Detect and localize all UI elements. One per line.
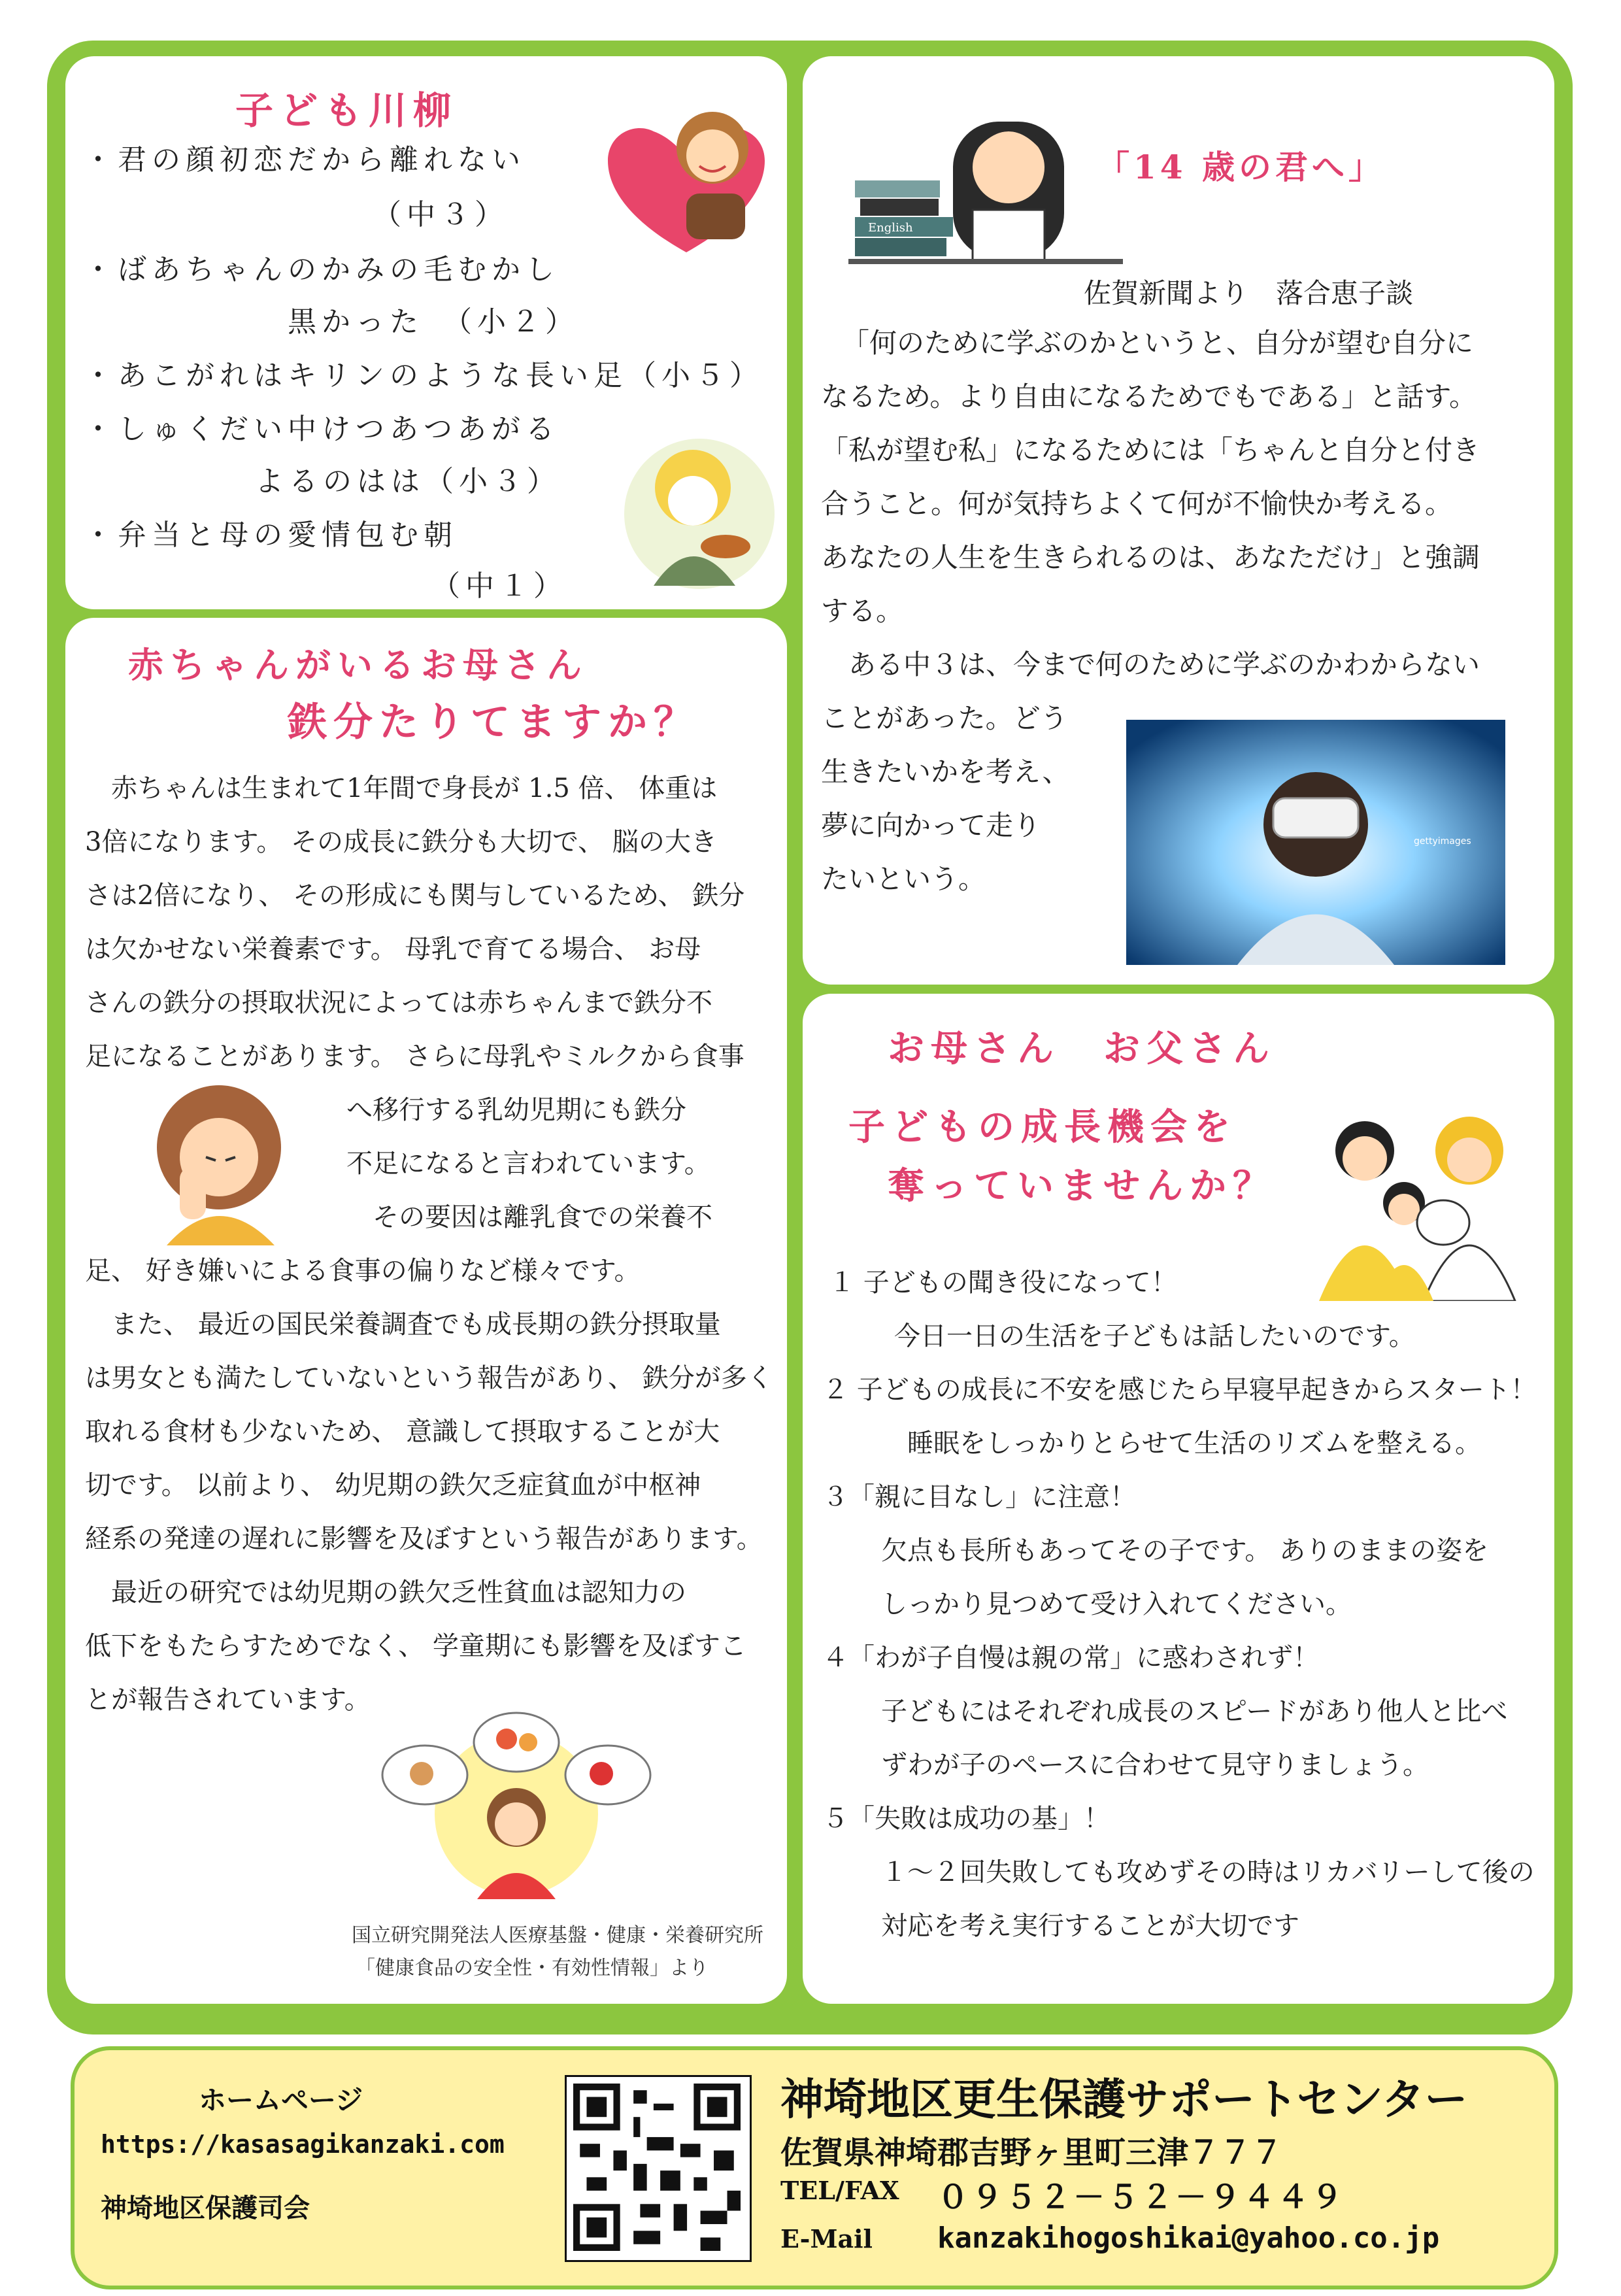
senryu-line: よるのはは（小３） <box>255 465 561 498</box>
iron-line: は欠かせない栄養素です。 母乳で育てる場合、 お母 <box>85 934 701 964</box>
iron-line: その要因は離乳食での栄養不 <box>373 1202 712 1232</box>
senryu-line: ・あこがれはキリンのような長い足（小５） <box>84 359 763 392</box>
tip-heading-2: ２ 子どもの成長に不安を感じたら早寝早起きからスタート！ <box>822 1375 1537 1405</box>
org-small: 神埼地区保護司会 <box>101 2193 310 2223</box>
source-title: 「健康食品の安全性・有効性情報」より <box>356 1957 709 1980</box>
fourteen-panel <box>803 56 1554 985</box>
tip-heading-5: ５「失敗は成功の基」！ <box>822 1804 1110 1834</box>
iron-line: 3倍になります。 その成長に鉄分も大切で、 脳の大き <box>85 827 717 857</box>
qr-code[interactable] <box>565 2075 752 2262</box>
senryu-panel <box>65 56 787 609</box>
fourteen-title: 「14 歳の君へ」 <box>1097 148 1385 186</box>
fourteen-line: 生きたいかを考え、 <box>821 756 1070 788</box>
iron-line: さんの鉄分の摂取状況によっては赤ちゃんまで鉄分不 <box>85 988 712 1018</box>
tip-body: 今日一日の生活を子どもは話したいのです。 <box>894 1321 1415 1351</box>
iron-line: とが報告されています。 <box>85 1685 371 1715</box>
vr-child-photo <box>1126 720 1505 965</box>
fourteen-line: 合うこと。何が気持ちよくて何が不愉快か考える。 <box>821 488 1453 520</box>
iron-line: さは2倍になり、 その形成にも関与しているため、 鉄分 <box>85 881 745 911</box>
iron-line: 最近の研究では幼児期の鉄欠乏性貧血は認知力の <box>85 1578 686 1608</box>
iron-title-1: 赤ちゃんがいるお母さん <box>128 644 588 686</box>
byline: 佐賀新聞より 落合恵子談 <box>1084 277 1414 309</box>
fourteen-line: あなたの人生を生きられるのは、あなただけ」と強調 <box>821 541 1480 573</box>
tip-body: 睡眠をしっかりとらせて生活のリズムを整える。 <box>907 1428 1481 1459</box>
mother-bento-illustration <box>621 435 778 592</box>
tip-body: １～２回失敗しても攻めずその時はリカバリーして後の <box>881 1857 1535 1887</box>
parents-title-1: お母さん お父さん <box>888 1027 1276 1070</box>
iron-line: 不足になると言われています。 <box>346 1149 710 1179</box>
senryu-line: ・しゅくだい中けつあつあがる <box>84 413 560 446</box>
iron-line: 赤ちゃんは生まれて1年間で身長が 1.5 倍、 体重は <box>85 773 718 803</box>
iron-line: 低下をもたらすためでなく、 学童期にも影響を及ぼすこ <box>85 1631 746 1661</box>
iron-line: は男女とも満たしていないという報告があり、 鉄分が多く <box>85 1363 773 1393</box>
book-label: English <box>868 221 913 235</box>
iron-title-2: 鉄分たりてますか？ <box>288 700 699 745</box>
parents-title-3: 奪っていませんか？ <box>888 1164 1276 1207</box>
fourteen-line: ことがあった。どう <box>821 702 1068 734</box>
food-girl-illustration <box>379 1703 654 1899</box>
fourteen-line: 夢に向かって走り <box>821 809 1041 841</box>
mail-label: E-Mail <box>780 2224 873 2254</box>
iron-panel <box>65 618 787 2004</box>
homepage-label: ホームページ <box>199 2084 363 2116</box>
tel-label: TEL/FAX <box>780 2176 899 2205</box>
fourteen-line: なるため。より自由になるためでもである」と話す。 <box>821 380 1477 413</box>
senryu-line: ・君の顔初恋だから離れない <box>84 143 526 177</box>
tel-number[interactable]: ０９５２－５２－９４４９ <box>937 2179 1346 2216</box>
senryu-line: （中３） <box>373 198 509 231</box>
source-org: 国立研究開発法人医療基盤・健康・栄養研究所 <box>352 1924 763 1947</box>
fourteen-line: たいという。 <box>821 863 986 895</box>
studying-girl-illustration <box>848 95 1123 272</box>
fourteen-line: する。 <box>821 595 904 627</box>
senryu-line: ・ばあちゃんのかみの毛むかし <box>84 253 560 286</box>
support-center-name: 神埼地区更生保護サポートセンター <box>780 2074 1468 2125</box>
senryu-line: 黒かった （小２） <box>288 305 579 339</box>
senryu-title: 子ども川柳 <box>235 88 458 133</box>
tip-body: 対応を考え実行することが大切です <box>881 1911 1299 1941</box>
iron-line: 足になることがあります。 さらに母乳やミルクから食事 <box>85 1041 744 1072</box>
footer-contact <box>71 2046 1558 2289</box>
iron-line: へ移行する乳幼児期にも鉄分 <box>346 1095 686 1125</box>
photo-watermark: gettyimages <box>1414 836 1471 847</box>
parents-panel <box>803 994 1554 2004</box>
fourteen-line: 「私が望む私」になるためには「ちゃんと自分と付き <box>821 434 1480 466</box>
tip-body: 子どもにはそれぞれ成長のスピードがあり他人と比べ <box>881 1697 1508 1727</box>
tired-mother-illustration <box>127 1075 317 1245</box>
tip-heading-3: ３「親に目なし」に注意！ <box>822 1482 1136 1512</box>
senryu-line: ・弁当と母の愛情包む朝 <box>84 518 458 552</box>
address: 佐賀県神埼郡吉野ヶ里町三津７７７ <box>780 2135 1283 2171</box>
mail-address[interactable]: kanzakihogoshikai@yahoo.co.jp <box>937 2221 1440 2255</box>
parents-title-2: 子どもの成長機会を <box>848 1106 1237 1149</box>
tip-body: 欠点も長所もあってその子です。 ありのままの姿を <box>881 1536 1489 1566</box>
fourteen-line: ある中３は、今まで何のために学ぶのかわからない <box>821 649 1480 681</box>
senryu-line: （中１） <box>431 569 567 603</box>
iron-line: 経系の発達の遅れに影響を及ぼすという報告があります。 <box>85 1524 763 1554</box>
iron-line: 切です。 以前より、 幼児期の鉄欠乏症貧血が中枢神 <box>85 1470 701 1500</box>
homepage-link[interactable]: https://kasasagikanzaki.com <box>101 2130 505 2159</box>
iron-line: 足、 好き嫌いによる食事の偏りなど様々です。 <box>85 1256 641 1286</box>
tip-heading-1: １ 子どもの聞き役になって！ <box>829 1268 1177 1298</box>
iron-line: また、 最近の国民栄養調査でも成長期の鉄分摂取量 <box>85 1309 721 1340</box>
tip-body: しっかり見つめて受け入れてください。 <box>881 1589 1352 1619</box>
family-illustration <box>1306 1105 1541 1301</box>
fourteen-line: 「何のために学ぶのかというと、自分が望む自分に <box>842 327 1474 359</box>
tip-heading-4: ４「わが子自慢は親の常」に惑わされず！ <box>822 1643 1319 1673</box>
iron-line: 取れる食材も少ないため、 意識して摂取することが大 <box>85 1417 720 1447</box>
girl-heart-illustration <box>601 95 771 265</box>
tip-body: ずわが子のペースに合わせて見守りましょう。 <box>881 1750 1429 1780</box>
